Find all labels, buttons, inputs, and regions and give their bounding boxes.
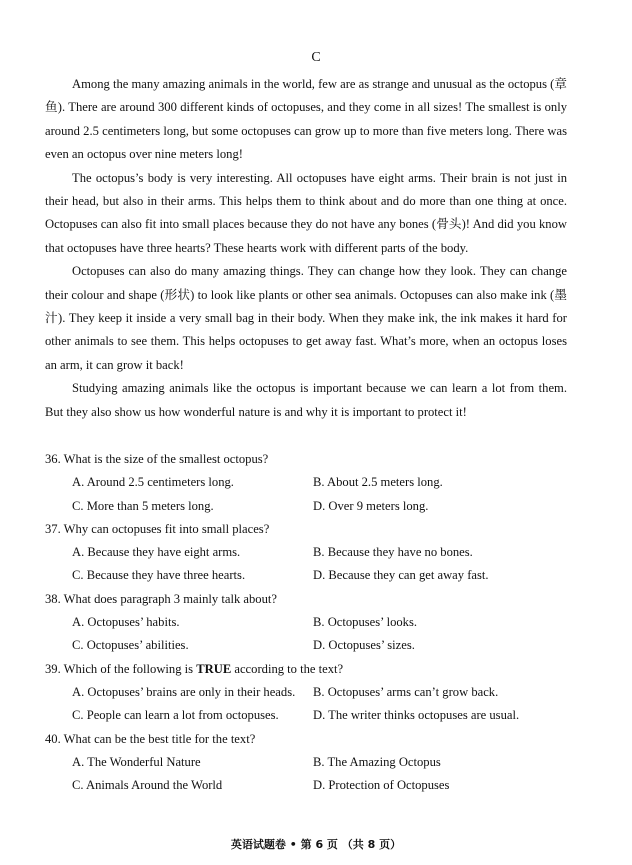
question-list [45,448,575,797]
page-footer: 英语试题卷 • 第 6 页 （共 8 页） [230,838,402,851]
option-d: D. Because they can get away fast. [313,568,489,583]
option-a: A. Octopuses’ habits. [72,615,180,630]
question-38 [45,588,575,658]
question-40 [45,728,575,798]
option-d: D. Octopuses’ sizes. [313,638,415,653]
option-c: C. More than 5 meters long. [72,498,214,513]
option-a: A. Around 2.5 centimeters long. [72,475,234,490]
paragraph-4: Studying amazing animals like the octopus is important because we can learn a lot from them. But they also show us how wonderful nature is and why it is important to protect it! [45,381,567,419]
option-b: B. The Amazing Octopus [313,754,441,769]
question-39 [45,658,575,728]
paragraph-2: The octopus’s body is very interesting. All octopuses have eight arms. Their brain is not just in their head, but also in their arms. This helps them to think about and do more than one thing at once. Octopuses can also fit into small places because they do not have any bones (骨头)! And did you know that octopuses have three hearts? These hearts work with different parts of the body. [45,170,567,255]
option-b: B. Octopuses’ looks. [313,615,418,630]
option-b: B. Because they have no bones. [313,545,473,560]
question-stem: 37. Why can octopuses fit into small places? [45,521,270,536]
question-stem: 36. What is the size of the smallest octopus? [45,452,269,466]
option-b: B. Octopuses’ arms can’t grow back. [313,684,499,699]
option-b: B. About 2.5 meters long. [313,475,443,490]
option-d: D. Over 9 meters long. [313,498,429,513]
option-a: A. Octopuses’ brains are only in their heads. [72,684,296,699]
question-stem: 38. What does paragraph 3 mainly talk about? [45,591,277,606]
reading-passage [45,73,567,424]
option-c: C. Animals Around the World [72,778,223,793]
question-stem: 40. What can be the best title for the text? [45,731,256,746]
paragraph-1: Among the many amazing animals in the world, few are as strange and unusual as the octopus (章鱼). There are around 300 different kinds of octopuses, and they come in all sizes! The smallest is only around 2.5 centimeters long, but some octopuses can grow up to more than five meters long. There was even an octopus over nine meters long! [45,77,567,162]
section-letter: C [311,50,321,65]
question-36 [45,448,575,518]
option-c: C. Octopuses’ abilities. [72,638,189,653]
option-d: D. The writer thinks octopuses are usual. [313,708,520,723]
question-37 [45,518,575,588]
option-a: A. The Wonderful Nature [72,754,201,769]
option-c: C. Because they have three hearts. [72,568,246,583]
question-stem: 39. Which of the following is TRUE according to the text? [45,661,344,676]
option-c: C. People can learn a lot from octopuses. [72,708,279,723]
option-d: D. Protection of Octopuses [313,778,450,793]
paragraph-3: Octopuses can also do many amazing things. They can change how they look. They can change their colour and shape (形状) to look like plants or other sea animals. Octopuses can also make ink (墨汁). They keep it inside a very small bag in their body. When they make ink, the ink makes it hard for other animals to see them. This helps octopuses to get away fast. What’s more, when an octopus loses an arm, it can grow it back! [45,264,567,372]
option-a: A. Because they have eight arms. [72,545,241,560]
